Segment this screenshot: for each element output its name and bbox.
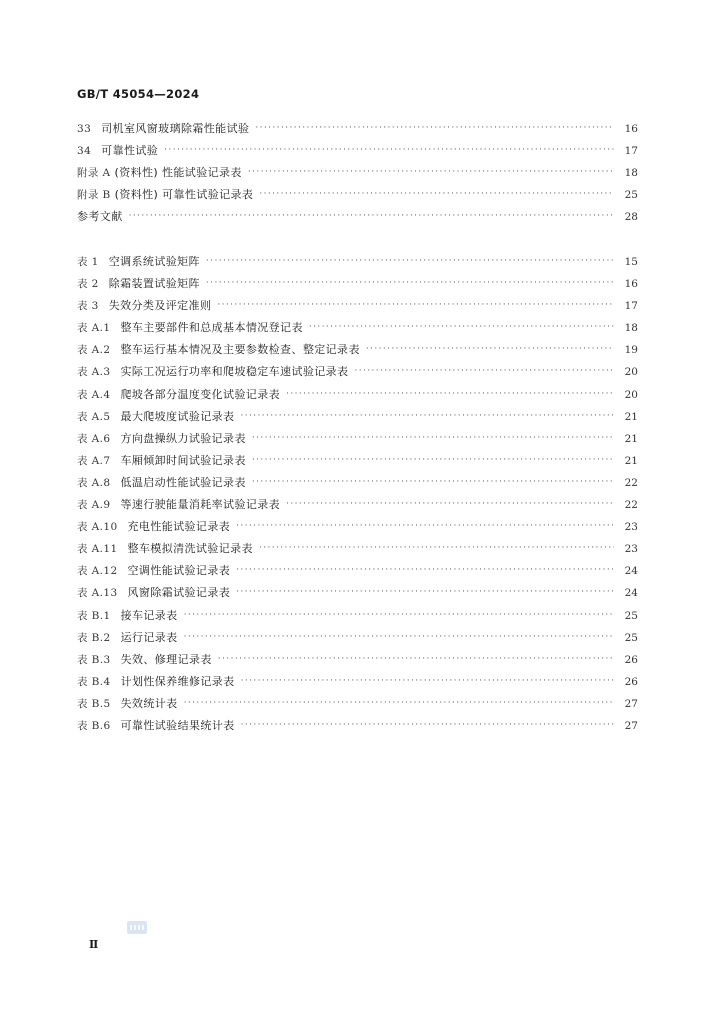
toc-table-page: 26 <box>624 653 638 666</box>
toc-tables-list <box>77 251 638 737</box>
toc-entry-title: 参考文献 <box>77 210 123 224</box>
toc-table-title: 充电性能试验记录表 <box>127 520 231 534</box>
toc-table-entry[interactable] <box>77 516 638 538</box>
toc-table-page: 20 <box>624 388 638 401</box>
toc-leader-dots <box>241 670 614 692</box>
toc-table-entry[interactable] <box>77 649 638 671</box>
toc-entry-title: 司机室风窗玻璃除霜性能试验 <box>101 122 250 135</box>
toc-table-page: 16 <box>624 278 638 291</box>
toc-table-page: 24 <box>624 587 638 600</box>
toc-leader-dots <box>164 139 614 161</box>
toc-table-number: 表 B.6 <box>77 719 111 732</box>
toc-table-number: 表 A.4 <box>77 388 111 401</box>
toc-table-title: 失效、修理记录表 <box>120 652 212 666</box>
toc-table-title: 除霜装置试验矩阵 <box>108 277 200 291</box>
toc-table-entry[interactable] <box>77 317 638 339</box>
toc-sections-list <box>77 118 638 228</box>
toc-table-page: 27 <box>624 719 638 732</box>
document-code: GB/T 45054—2024 <box>77 87 200 101</box>
toc-leader-dots <box>217 294 614 316</box>
toc-table-title: 接车记录表 <box>120 608 178 622</box>
toc-table-entry[interactable] <box>77 605 638 627</box>
toc-leader-dots <box>309 316 614 338</box>
toc-table-title: 方向盘操纵力试验记录表 <box>120 431 246 445</box>
toc-entry-page: 25 <box>624 189 638 202</box>
toc-leader-dots <box>252 449 614 471</box>
toc-table-entry[interactable] <box>77 627 638 649</box>
page-number: Ⅱ <box>89 938 99 951</box>
toc-table-entry[interactable] <box>77 361 638 383</box>
toc-table-number: 表 A.1 <box>77 322 111 335</box>
toc-leader-dots <box>259 537 614 559</box>
toc-entry-title: 可靠性试验 <box>101 144 159 158</box>
toc-table-title: 车厢倾卸时间试验记录表 <box>120 453 246 467</box>
toc-table-entry[interactable] <box>77 560 638 582</box>
toc-table-entry[interactable] <box>77 406 638 428</box>
toc-leader-dots <box>286 383 614 405</box>
toc-table-page: 15 <box>624 256 638 268</box>
toc-table-page: 20 <box>624 366 638 379</box>
toc-leader-dots <box>206 272 614 294</box>
toc-table-page: 26 <box>624 675 638 688</box>
toc-table-number: 表 A.12 <box>77 565 118 578</box>
toc-table-entry[interactable] <box>77 339 638 361</box>
toc-leader-dots <box>255 117 614 139</box>
toc-table-title: 空调性能试验记录表 <box>127 564 231 578</box>
toc-table-entry[interactable] <box>77 693 638 715</box>
toc-table-entry[interactable] <box>77 295 638 317</box>
toc-entry[interactable] <box>77 162 638 184</box>
toc-table-page: 22 <box>624 499 638 512</box>
toc-leader-dots <box>236 581 614 603</box>
toc-table-title: 整车运行基本情况及主要参数检查、整定记录表 <box>120 343 360 357</box>
toc-table-entry[interactable] <box>77 538 638 560</box>
toc-table-number: 表 A.6 <box>77 432 111 445</box>
toc-table-page: 27 <box>624 697 638 710</box>
toc-table-page: 21 <box>624 432 638 445</box>
toc-table-number: 表 B.1 <box>77 609 111 622</box>
toc-table-number: 表 A.5 <box>77 410 111 423</box>
toc-leader-dots <box>252 471 614 493</box>
toc-table-title: 运行记录表 <box>120 630 178 644</box>
toc-entry-page: 17 <box>624 145 638 158</box>
toc-table-page: 25 <box>624 631 638 644</box>
toc-table-number: 表 3 <box>77 300 99 313</box>
toc-leader-dots <box>354 360 614 382</box>
toc-table-title: 等速行驶能量消耗率试验记录表 <box>120 498 281 512</box>
toc-table-title: 可靠性试验结果统计表 <box>120 718 235 732</box>
toc-table-page: 23 <box>624 521 638 534</box>
toc-table-entry[interactable] <box>77 715 638 737</box>
toc-table-page: 25 <box>624 609 638 622</box>
toc-table-entry[interactable] <box>77 472 638 494</box>
toc-entry-title: (资料性) 性能试验记录表 <box>114 166 242 180</box>
toc-entry-page: 28 <box>624 211 638 224</box>
toc-leader-dots <box>206 250 614 272</box>
toc-table-title: 整车主要部件和总成基本情况登记表 <box>120 321 303 335</box>
toc-entry-number: 34 <box>77 145 92 158</box>
toc-table-title: 失效统计表 <box>120 696 178 710</box>
toc-table-number: 表 A.3 <box>77 366 111 379</box>
toc-leader-dots <box>184 626 614 648</box>
toc-table-page: 21 <box>624 454 638 467</box>
toc-table-page: 21 <box>624 410 638 423</box>
toc-table-title: 低温启动性能试验记录表 <box>120 475 246 489</box>
toc-table-number: 表 B.3 <box>77 653 111 666</box>
toc-leader-dots <box>248 161 614 183</box>
toc-table-title: 失效分类及评定准则 <box>108 299 212 313</box>
toc-table-page: 17 <box>624 300 638 313</box>
toc-table-title: 风窗除霜试验记录表 <box>127 586 231 600</box>
toc-table-title: 空调系统试验矩阵 <box>108 255 200 268</box>
toc-table-number: 表 1 <box>77 256 99 268</box>
toc-table-entry[interactable] <box>77 384 638 406</box>
toc-entry-title: (资料性) 可靠性试验记录表 <box>114 188 254 202</box>
toc-table-number: 表 B.4 <box>77 675 111 688</box>
toc-leader-dots <box>129 205 614 227</box>
toc-table-page: 18 <box>624 322 638 335</box>
toc-table-page: 22 <box>624 476 638 489</box>
toc-table-number: 表 A.11 <box>77 543 118 556</box>
toc-table-title: 爬坡各部分温度变化试验记录表 <box>120 387 281 401</box>
toc-leader-dots <box>252 427 614 449</box>
toc-entry[interactable] <box>77 140 638 162</box>
toc-entry[interactable] <box>77 206 638 228</box>
toc-entry-page: 18 <box>624 167 638 180</box>
toc-table-number: 表 2 <box>77 278 99 291</box>
toc-leader-dots <box>236 559 614 581</box>
toc-table-number: 表 A.9 <box>77 499 111 512</box>
toc-table-page: 23 <box>624 543 638 556</box>
toc-table-number: 表 A.7 <box>77 454 111 467</box>
toc-leader-dots <box>218 648 614 670</box>
toc-table-number: 表 A.8 <box>77 476 111 489</box>
toc-table-entry[interactable] <box>77 671 638 693</box>
toc-table-entry[interactable] <box>77 251 638 273</box>
toc-table-number: 表 A.13 <box>77 587 118 600</box>
toc-table-number: 表 B.2 <box>77 631 111 644</box>
toc-entry[interactable] <box>77 184 638 206</box>
toc-leader-dots <box>286 493 614 515</box>
toc-table-entry[interactable] <box>77 273 638 295</box>
toc-table-entry[interactable] <box>77 428 638 450</box>
toc-table-page: 24 <box>624 565 638 578</box>
toc-table-entry[interactable] <box>77 582 638 604</box>
toc-entry-page: 16 <box>624 123 638 135</box>
sac-watermark-icon <box>127 921 147 934</box>
toc-table-number: 表 A.2 <box>77 344 111 357</box>
toc-leader-dots <box>366 338 614 360</box>
toc-table-page: 19 <box>624 344 638 357</box>
toc-entry-number: 33 <box>77 123 92 135</box>
toc-table-entry[interactable] <box>77 494 638 516</box>
toc-leader-dots <box>259 183 614 205</box>
toc-leader-dots <box>241 714 614 736</box>
toc-table-number: 表 B.5 <box>77 697 111 710</box>
toc-leader-dots <box>184 604 614 626</box>
toc-table-title: 整车模拟清洗试验记录表 <box>127 542 253 556</box>
toc-table-title: 最大爬坡度试验记录表 <box>120 409 235 423</box>
toc-entry-number: 附录 A <box>77 167 111 180</box>
toc-leader-dots <box>236 515 614 537</box>
toc-leader-dots <box>184 692 614 714</box>
toc-table-title: 计划性保养维修记录表 <box>120 674 235 688</box>
toc-leader-dots <box>240 405 614 427</box>
toc-entry-number: 附录 B <box>77 189 111 202</box>
toc-table-number: 表 A.10 <box>77 521 118 534</box>
toc-table-title: 实际工况运行功率和爬坡稳定车速试验记录表 <box>120 365 349 379</box>
toc-table-entry[interactable] <box>77 450 638 472</box>
toc-entry[interactable] <box>77 118 638 140</box>
